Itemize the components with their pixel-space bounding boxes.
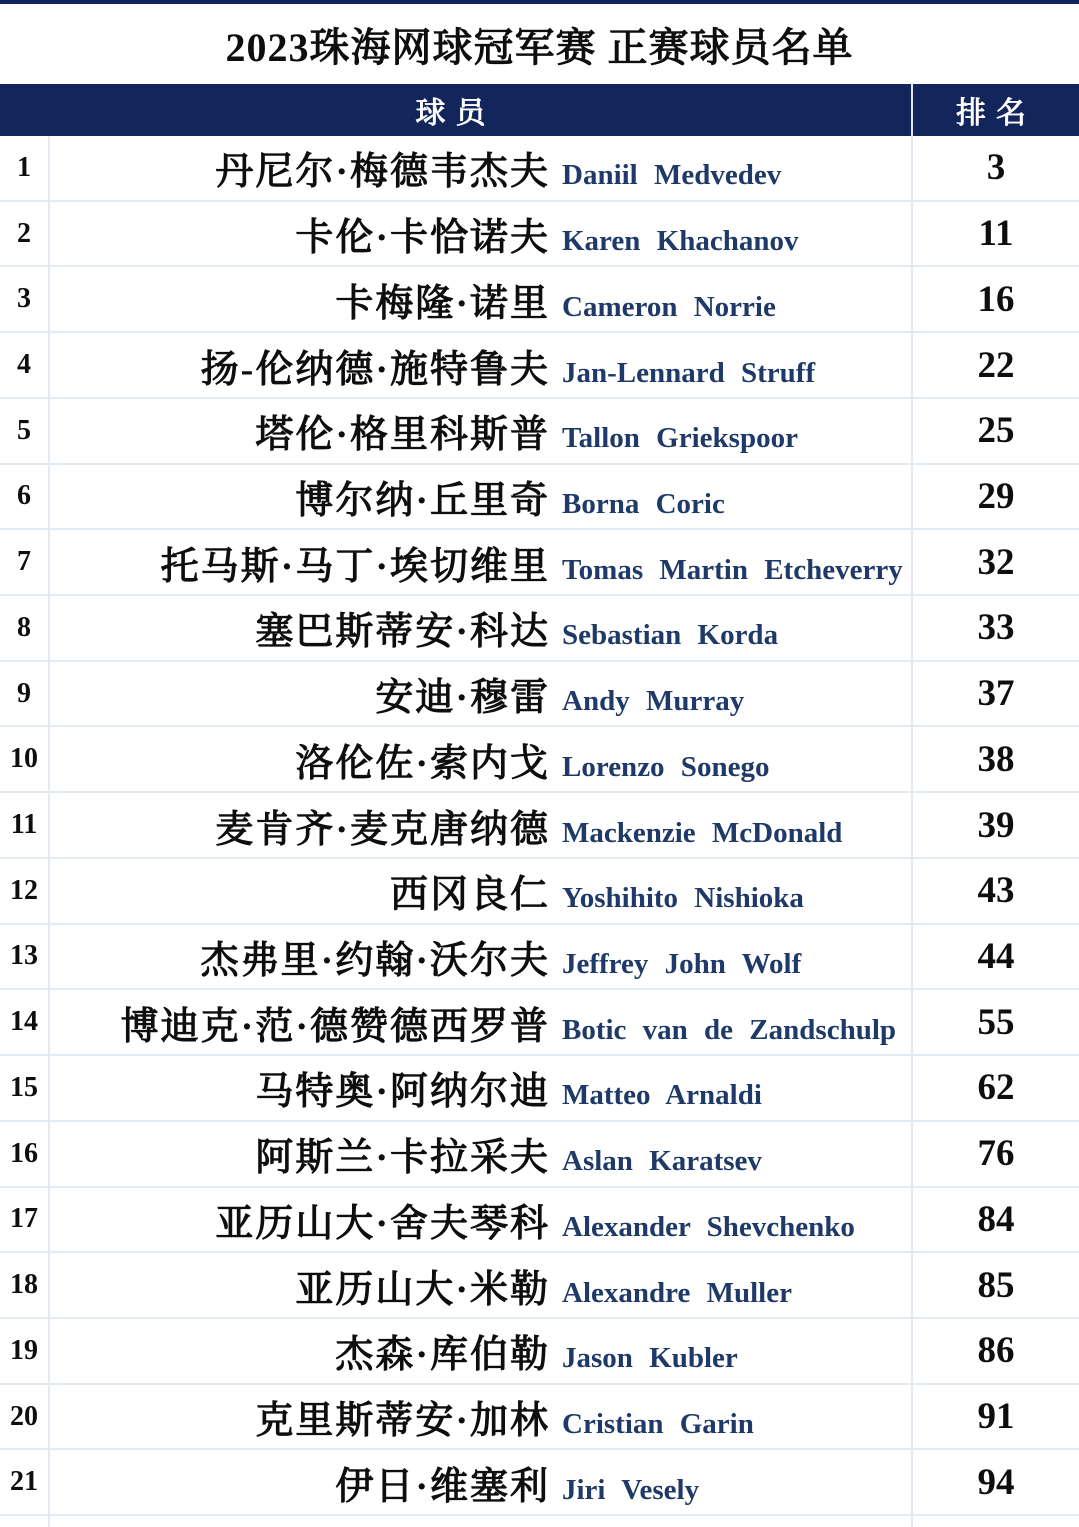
player-cell [50, 1385, 913, 1449]
bottom-sliver-rank-cell [913, 1516, 1079, 1527]
player-rank: 86 [977, 1330, 1015, 1372]
row-number: 14 [0, 990, 50, 1054]
table-row [0, 1253, 1079, 1319]
table-row [0, 1385, 1079, 1451]
player-rank: 76 [977, 1133, 1015, 1175]
player-rank: 11 [978, 213, 1014, 255]
table-row [0, 399, 1079, 465]
player-rank: 38 [977, 738, 1015, 780]
row-number: 10 [0, 727, 50, 791]
player-rank: 22 [977, 344, 1015, 386]
player-name-chinese: 扬-伦纳德·施特鲁夫 [200, 348, 550, 391]
title-band [0, 4, 1079, 84]
player-name-english: Daniil Medvedev [562, 159, 782, 192]
player-name-chinese: 杰弗里·约翰·沃尔夫 [200, 939, 550, 982]
player-name-english: Tomas Martin Etcheverry [562, 553, 903, 586]
player-rank: 44 [977, 935, 1015, 977]
player-name-english: Alexandre Muller [562, 1276, 792, 1309]
player-rank: 94 [977, 1461, 1015, 1503]
row-number: 9 [0, 662, 50, 726]
player-rank: 33 [977, 607, 1015, 649]
row-number: 21 [0, 1450, 50, 1514]
row-number: 17 [0, 1188, 50, 1252]
bottom-sliver-number-cell [0, 1516, 50, 1527]
player-rank: 29 [977, 475, 1015, 517]
player-cell [50, 1056, 913, 1120]
player-name-line [50, 863, 911, 918]
player-name-english: Sebastian Korda [562, 619, 779, 652]
table-row [0, 267, 1079, 333]
row-number: 16 [0, 1122, 50, 1186]
player-name-english: Jiri Vesely [562, 1473, 700, 1506]
player-cell [50, 267, 913, 331]
player-rank: 39 [977, 804, 1015, 846]
player-name-chinese: 麦肯齐·麦克唐纳德 [215, 808, 550, 851]
player-cell [50, 1319, 913, 1383]
player-name-english: Jeffrey John Wolf [562, 947, 802, 980]
player-name-line [50, 338, 911, 393]
player-name-line [50, 403, 911, 458]
player-name-english: Botic van de Zandschulp [562, 1013, 897, 1046]
player-rank: 55 [977, 1001, 1015, 1043]
player-cell [50, 662, 913, 726]
row-number: 20 [0, 1385, 50, 1449]
player-name-line [50, 600, 911, 655]
player-name-english: Jan-Lennard Struff [562, 356, 816, 389]
player-name-line [50, 469, 911, 524]
table-row [0, 1188, 1079, 1254]
player-name-line [50, 1323, 911, 1378]
player-name-chinese: 西冈良仁 [389, 874, 550, 917]
row-number: 12 [0, 859, 50, 923]
player-name-line [50, 206, 911, 261]
player-name-chinese: 马特奥·阿纳尔迪 [255, 1071, 550, 1114]
player-cell [50, 925, 913, 989]
player-name-chinese: 安迪·穆雷 [375, 677, 550, 720]
row-number: 18 [0, 1253, 50, 1317]
table-row [0, 662, 1079, 728]
row-number: 8 [0, 596, 50, 660]
player-name-chinese: 洛伦佐·索内戈 [295, 742, 550, 785]
player-rank: 84 [977, 1198, 1015, 1240]
player-name-chinese: 托马斯·马丁·埃切维里 [160, 545, 550, 588]
player-cell [50, 990, 913, 1054]
player-cell [50, 1188, 913, 1252]
player-name-chinese: 丹尼尔·梅德韦杰夫 [215, 151, 550, 194]
player-rank: 43 [977, 870, 1015, 912]
player-name-english: Cameron Norrie [562, 290, 776, 323]
table-row [0, 1319, 1079, 1385]
player-name-line [50, 1258, 911, 1313]
player-cell [50, 465, 913, 529]
player-rank: 25 [977, 410, 1015, 452]
player-name-english: Borna Coric [562, 487, 725, 520]
player-name-english: Matteo Arnaldi [562, 1079, 762, 1112]
table-row [0, 530, 1079, 596]
table-row [0, 793, 1079, 859]
player-cell [50, 530, 913, 594]
row-number: 13 [0, 925, 50, 989]
player-name-english: Aslan Karatsev [562, 1145, 762, 1178]
table-row [0, 202, 1079, 268]
player-rank: 62 [977, 1067, 1015, 1109]
player-cell [50, 596, 913, 660]
player-name-line [50, 929, 911, 984]
row-number: 7 [0, 530, 50, 594]
player-cell [50, 399, 913, 463]
player-name-chinese: 博尔纳·丘里奇 [295, 479, 550, 522]
table-row [0, 465, 1079, 531]
player-name-chinese: 杰森·库伯勒 [335, 1334, 550, 1377]
player-rank: 85 [977, 1264, 1015, 1306]
player-name-chinese: 卡伦·卡恰诺夫 [295, 217, 550, 260]
table-row [0, 990, 1079, 1056]
player-name-english: Mackenzie McDonald [562, 816, 843, 849]
table-row [0, 925, 1079, 991]
player-name-chinese: 博迪克·范·德赞德西罗普 [120, 1005, 550, 1048]
player-name-line [50, 535, 911, 590]
player-name-line [50, 272, 911, 327]
player-cell [50, 859, 913, 923]
player-name-chinese: 塔伦·格里科斯普 [255, 414, 550, 457]
row-number: 2 [0, 202, 50, 266]
table-row [0, 333, 1079, 399]
row-number: 19 [0, 1319, 50, 1383]
row-number: 5 [0, 399, 50, 463]
player-rank: 91 [977, 1396, 1015, 1438]
row-number: 3 [0, 267, 50, 331]
player-name-line [50, 140, 911, 195]
player-name-chinese: 伊日·维塞利 [335, 1465, 550, 1508]
player-name-line [50, 1126, 911, 1181]
bottom-sliver-player-cell [50, 1516, 913, 1527]
player-name-english: Cristian Garin [562, 1408, 754, 1441]
player-cell [50, 202, 913, 266]
table-row [0, 136, 1079, 202]
row-number: 15 [0, 1056, 50, 1120]
table-row [0, 859, 1079, 925]
row-number: 11 [0, 793, 50, 857]
player-cell [50, 727, 913, 791]
player-cell [50, 333, 913, 397]
player-name-english: Lorenzo Sonego [562, 750, 770, 783]
column-header-rank: 排名 [956, 97, 1036, 130]
player-cell [50, 793, 913, 857]
player-name-line [50, 1192, 911, 1247]
player-rank: 37 [977, 673, 1015, 715]
table-bottom-sliver [0, 1516, 1079, 1527]
player-name-chinese: 塞巴斯蒂安·科达 [255, 611, 550, 654]
player-name-english: Tallon Griekspoor [562, 422, 798, 455]
player-name-line [50, 1455, 911, 1510]
player-cell [50, 1253, 913, 1317]
player-name-line [50, 995, 911, 1050]
player-cell [50, 136, 913, 200]
player-name-chinese: 阿斯兰·卡拉采夫 [255, 1137, 550, 1180]
player-name-line [50, 1389, 911, 1444]
row-number: 4 [0, 333, 50, 397]
player-name-english: Andy Murray [562, 685, 745, 718]
player-rank: 3 [986, 147, 1006, 189]
player-name-english: Jason Kubler [562, 1342, 738, 1375]
row-number: 6 [0, 465, 50, 529]
player-name-chinese: 克里斯蒂安·加林 [255, 1400, 550, 1443]
player-rank: 32 [977, 541, 1015, 583]
table-row [0, 1122, 1079, 1188]
player-name-line [50, 1060, 911, 1115]
table-row [0, 1056, 1079, 1122]
player-name-line [50, 732, 911, 787]
table-row [0, 1450, 1079, 1516]
page-title: 2023珠海网球冠军赛 正赛球员名单 [225, 24, 854, 70]
table-header [0, 84, 1079, 136]
row-number: 1 [0, 136, 50, 200]
player-name-chinese: 亚历山大·米勒 [295, 1268, 550, 1311]
player-cell [50, 1122, 913, 1186]
player-name-chinese: 卡梅隆·诺里 [335, 282, 550, 325]
column-header-player: 球员 [0, 84, 913, 136]
player-name-line [50, 798, 911, 853]
player-rank: 16 [977, 278, 1015, 320]
player-name-english: Karen Khachanov [562, 225, 799, 258]
player-name-english: Yoshihito Nishioka [562, 882, 804, 915]
player-name-english: Alexander Shevchenko [562, 1210, 855, 1243]
table-row [0, 727, 1079, 793]
table-body [0, 136, 1079, 1516]
table-row [0, 596, 1079, 662]
player-cell [50, 1450, 913, 1514]
player-name-chinese: 亚历山大·舍夫琴科 [215, 1202, 550, 1245]
player-name-line [50, 666, 911, 721]
